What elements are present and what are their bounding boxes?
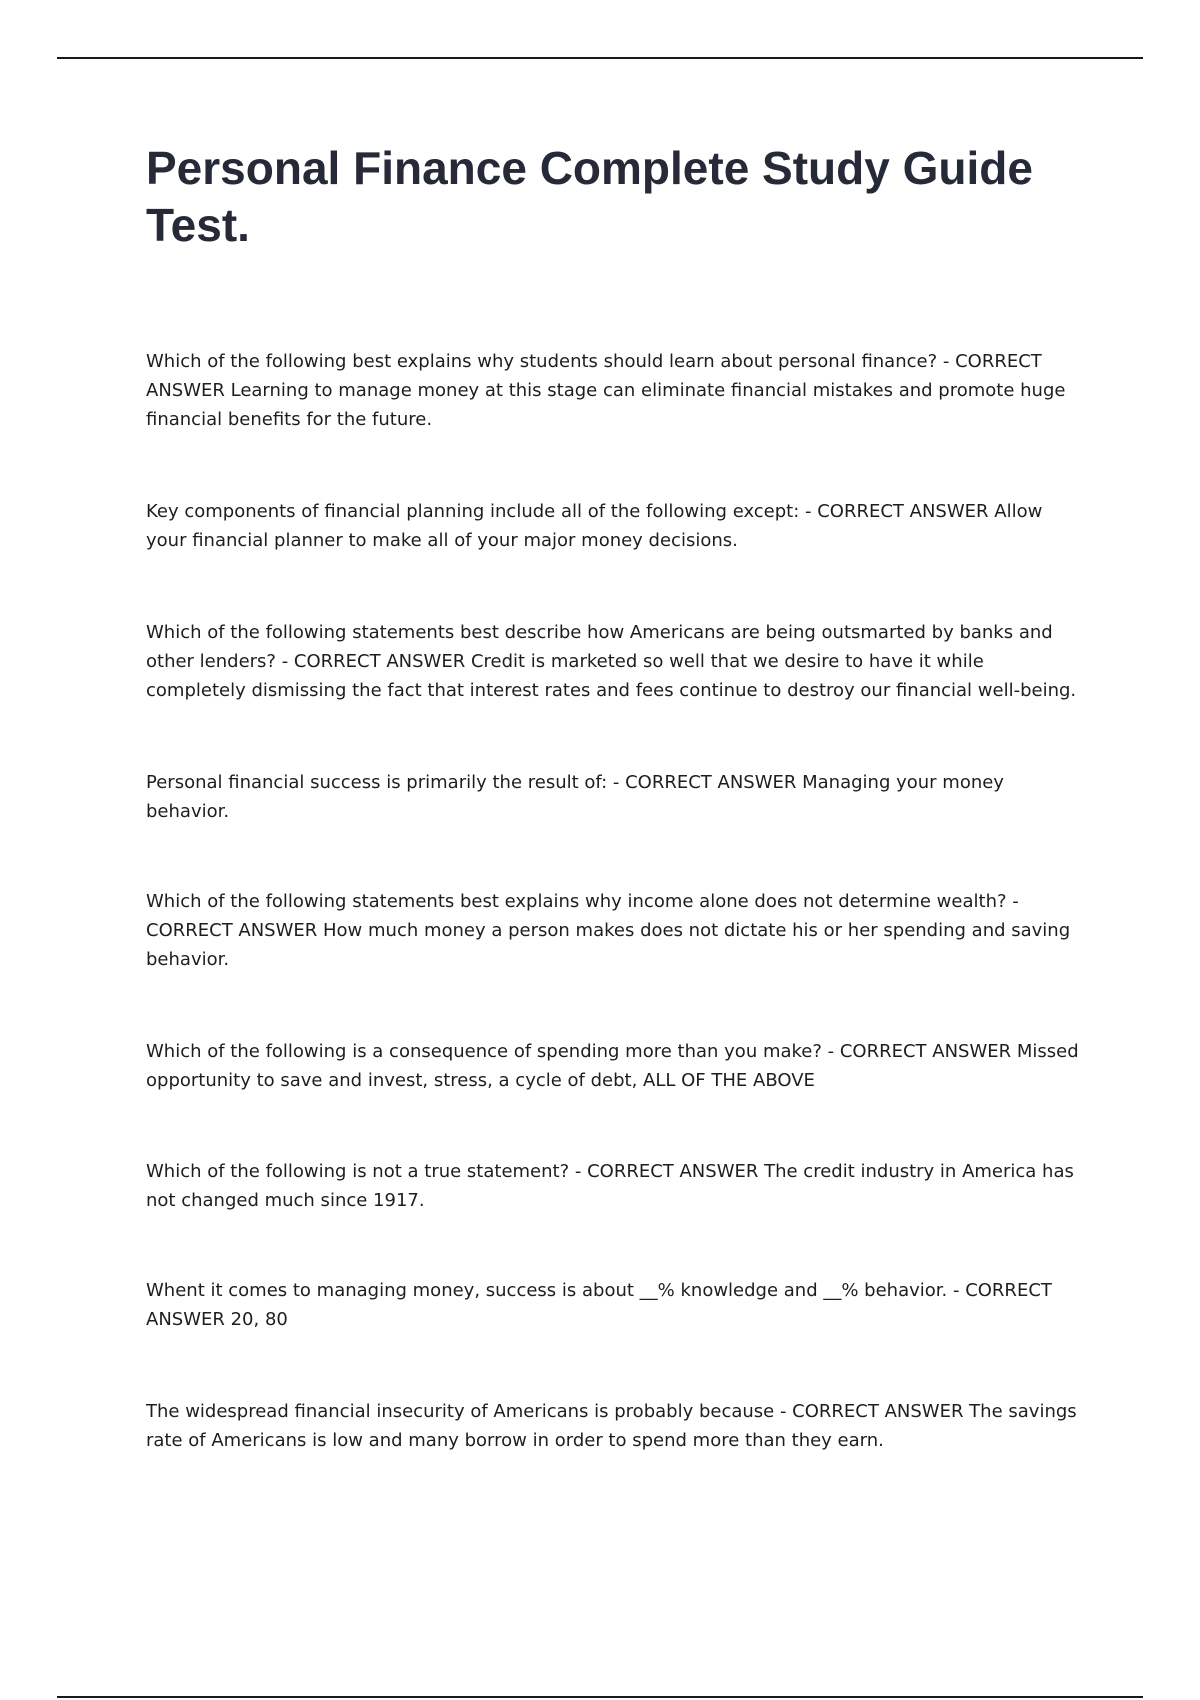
qa-text: Which of the following statements best describe how Americans are being outsmarted by banks and other lenders? - CORRECT ANSWER Credit is marketed so well that we desire to have it while completely dismissing the fact that interest rates and fees continue to destroy our financial well-being. [146,622,1077,701]
top-divider [57,57,1143,59]
qa-item-5 [146,887,1086,974]
qa-text: Which of the following is a consequence of spending more than you make? - CORRECT ANSWER Missed opportunity to save and invest, stress, a cycle of debt, ALL OF THE ABOVE [146,1041,1079,1091]
qa-item-9 [146,1397,1086,1455]
qa-item-2 [146,497,1086,555]
qa-item-6 [146,1037,1086,1095]
qa-text: Personal financial success is primarily the result of: - CORRECT ANSWER Managing your money behavior. [146,772,1004,822]
qa-text: Whent it comes to managing money, success is about __% knowledge and __% behavior. - CORRECT ANSWER 20, 80 [146,1280,1052,1330]
qa-item-4 [146,768,1086,826]
qa-text: Which of the following is not a true statement? - CORRECT ANSWER The credit industry in America has not changed much since 1917. [146,1161,1074,1211]
page-title: Personal Finance Complete Study Guide Test. [146,142,1033,251]
qa-item-8 [146,1276,1086,1334]
qa-text: The widespread financial insecurity of Americans is probably because - CORRECT ANSWER The savings rate of Americans is low and many borrow in order to spend more than they earn. [146,1401,1077,1451]
qa-item-3 [146,618,1086,705]
qa-item-1 [146,347,1086,434]
bottom-divider [57,1696,1143,1698]
qa-text: Which of the following best explains why students should learn about personal finance? - CORRECT ANSWER Learning to manage money at this stage can eliminate financial mistakes and promote huge financial benefits for the future. [146,351,1066,430]
qa-text: Key components of financial planning include all of the following except: - CORRECT ANSWER Allow your financial planner to make all of your major money decisions. [146,501,1043,551]
qa-item-7 [146,1157,1086,1215]
qa-text: Which of the following statements best explains why income alone does not determine wealth? - CORRECT ANSWER How much money a person makes does not dictate his or her spending and saving behavior. [146,891,1071,970]
